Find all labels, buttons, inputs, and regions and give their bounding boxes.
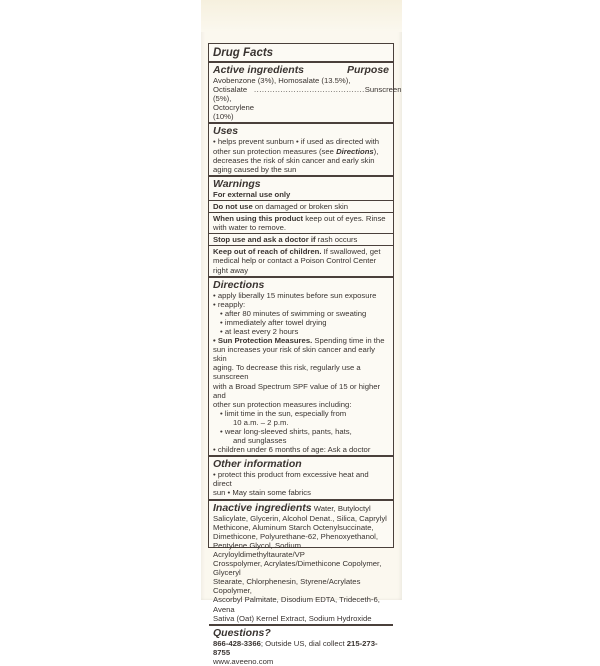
- active-line-2-text: Octisalate (5%), Octocrylene (10%): [213, 85, 255, 122]
- stop-use-text: [213, 235, 389, 244]
- phone-text: ; Outside US, dial collect: [260, 638, 347, 648]
- inactive-line: Crosspolymer, Acrylates/Dimethicone Copolymer, Glyceryl: [213, 559, 382, 578]
- divider: [209, 122, 393, 124]
- divider: [209, 212, 393, 213]
- stop-use-label: Stop use and ask a doctor if: [213, 235, 316, 245]
- questions-phone-line: [213, 639, 389, 657]
- other-info-line: • protect this product from excessive heat and direct: [213, 470, 369, 489]
- sun-protection-value: Spending time in the: [312, 336, 385, 346]
- stop-use-value: rash occurs: [315, 235, 358, 245]
- inactive-line: Sativa (Oat) Kernel Extract, Sodium Hydroxide: [213, 613, 372, 623]
- purpose-value: Sunscreen: [364, 85, 402, 95]
- keep-out-text-3: right away: [213, 265, 249, 275]
- warnings-heading: Warnings: [213, 177, 261, 190]
- directions-line: • apply liberally 15 minutes before sun exposure: [213, 290, 377, 300]
- directions-line: sun increases your risk of skin cancer and early skin: [213, 345, 375, 364]
- directions-line: • after 80 minutes of swimming or sweating: [220, 308, 367, 318]
- divider: [209, 276, 393, 278]
- divider: [209, 624, 393, 626]
- do-not-use-label: Do not use: [213, 201, 253, 211]
- website-link: www.aveeno.com: [213, 656, 274, 666]
- inactive-first-line: [213, 502, 389, 514]
- directions-line: with a Broad Spectrum SPF value of 15 or higher and: [213, 381, 381, 400]
- uses-line-text: other sun protection measures (see: [213, 146, 337, 156]
- phone-number: 866-428-3366: [213, 638, 261, 648]
- divider: [209, 245, 393, 246]
- divider: [209, 455, 393, 457]
- inactive-line: Salicylate, Glycerin, Alcohol Denat., Silica, Caprylyl: [213, 513, 387, 523]
- directions-line: • immediately after towel drying: [220, 317, 327, 327]
- divider: [209, 61, 393, 63]
- directions-heading: Directions: [213, 278, 265, 291]
- directions-line: • limit time in the sun, especially from: [220, 408, 347, 418]
- inactive-line: Stearate, Chlorphenesin, Styrene/Acrylates Copolymer,: [213, 577, 361, 596]
- inactive-ingredients-heading: Inactive ingredients: [213, 501, 312, 514]
- other-info-line: sun • May stain some fabrics: [213, 488, 311, 498]
- purpose-heading: Purpose: [346, 64, 389, 76]
- divider: [209, 175, 393, 177]
- phone-number-intl: 215-273-8755: [213, 638, 378, 657]
- when-using-text: [213, 214, 389, 223]
- when-using-label: When using this product: [213, 214, 304, 224]
- do-not-use-value: on damaged or broken skin: [252, 201, 349, 211]
- divider: [209, 233, 393, 234]
- box-top-strip: [201, 0, 402, 32]
- drug-facts-panel: [208, 43, 402, 666]
- active-header-row: [213, 64, 389, 76]
- drug-facts-title: Drug Facts: [213, 47, 274, 59]
- when-using-text-2: with water to remove.: [213, 223, 287, 233]
- active-line-1: Avobenzone (3%), Homosalate (13.5%),: [213, 76, 351, 85]
- directions-line: • reapply:: [213, 299, 246, 309]
- external-use-text: For external use only: [213, 189, 291, 199]
- uses-line: aging caused by the sun: [213, 164, 297, 174]
- keep-out-text: [213, 247, 389, 256]
- directions-line: • at least every 2 hours: [220, 326, 299, 336]
- keep-out-value: If swallowed, get: [321, 247, 381, 257]
- other-info-heading: Other information: [213, 458, 302, 471]
- inactive-line: Dimethicone, Polyurethane-62, Phenoxyethanol,: [213, 531, 378, 541]
- sun-protection-text: [213, 336, 389, 345]
- uses-line: decreases the risk of skin cancer and early skin: [213, 155, 375, 165]
- divider: [209, 200, 393, 201]
- directions-ref: Directions: [336, 146, 374, 156]
- dot-leader: ..........................................: [254, 85, 365, 95]
- inactive-line: Pentylene Glycol, Sodium Acryloyldimethyltaurate/VP: [213, 540, 305, 559]
- when-using-value: keep out of eyes. Rinse: [303, 214, 386, 224]
- directions-line: and sunglasses: [233, 436, 287, 446]
- divider: [209, 499, 393, 501]
- directions-line: aging. To decrease this risk, regularly use a sunscreen: [213, 363, 361, 382]
- questions-heading: Questions?: [213, 626, 271, 639]
- directions-line: other sun protection measures including:: [213, 399, 352, 409]
- inactive-line: Methicone, Aluminum Starch Octenylsuccinate,: [213, 522, 374, 532]
- uses-line: • helps prevent sunburn • if used as directed with: [213, 137, 380, 147]
- uses-line: [213, 147, 389, 156]
- inactive-line: Ascorbyl Palmitate, Disodium EDTA, Trideceth-6, Avena: [213, 595, 380, 614]
- sun-protection-label: • Sun Protection Measures.: [213, 336, 313, 346]
- directions-line: 10 a.m. – 2 p.m.: [233, 417, 289, 427]
- active-ingredients-heading: Active ingredients: [213, 64, 305, 76]
- directions-line: • wear long-sleeved shirts, pants, hats,: [220, 427, 352, 436]
- directions-line: • children under 6 months of age: Ask a doctor: [213, 445, 371, 455]
- uses-line-close: ),: [373, 146, 379, 156]
- active-line-2: [213, 85, 402, 122]
- keep-out-label: Keep out of reach of children.: [213, 247, 322, 257]
- uses-heading: Uses: [213, 125, 239, 138]
- do-not-use-text: [213, 202, 389, 211]
- keep-out-text-2: medical help or contact a Poison Control Center: [213, 256, 377, 266]
- inactive-first-value: Water, Butyloctyl: [311, 503, 371, 513]
